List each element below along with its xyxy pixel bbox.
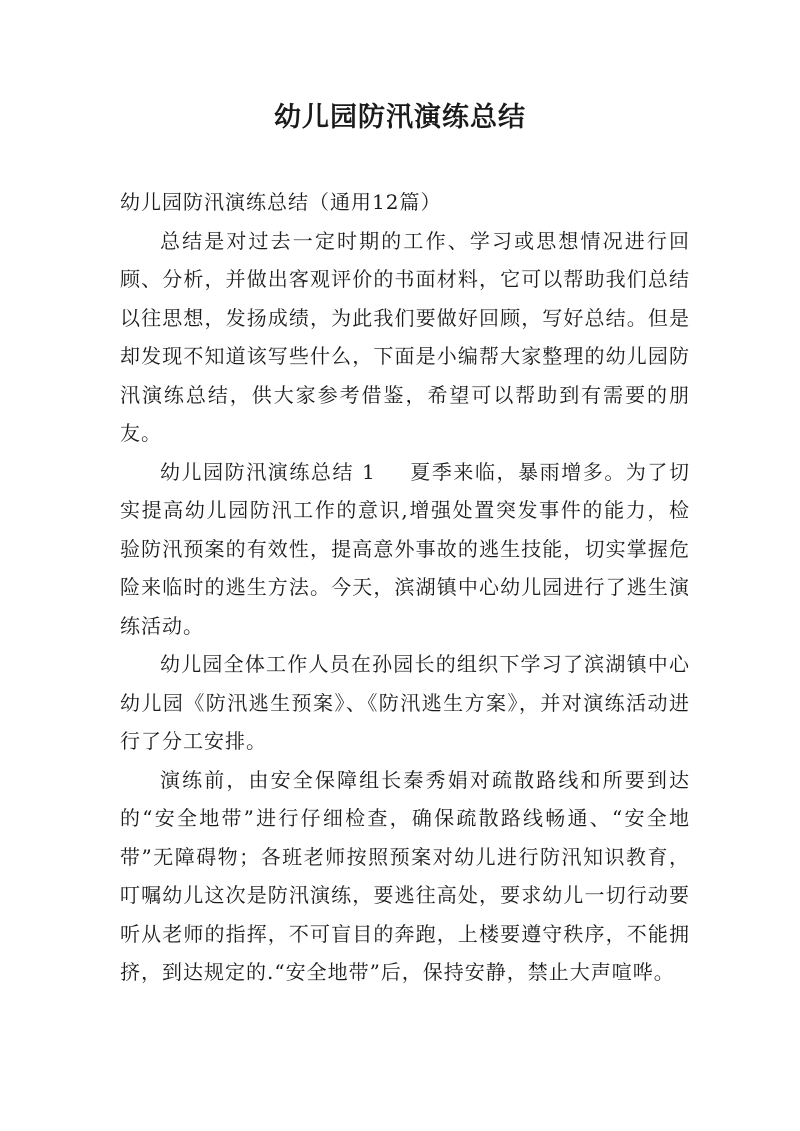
document-body — [120, 183, 690, 992]
document-title: 幼儿园防汛演练总结 — [274, 102, 526, 133]
paragraph-3: 演练前，由安全保障组长秦秀娟对疏散路线和所要到达的“安全地带”进行仔细检查，确保疏散路线畅通、“安全地带”无障碍物；各班老师按照预案对幼儿进行防汛知识教育，叮嘱幼儿这次是防汛演练，要逃往高处，要求幼儿一切行动要听从老师的指挥，不可盲目的奔跑，上楼要遵守秩序，不能拥挤，到达规定的.“安全地带”后，保持安静，禁止大声喧哗。 — [120, 767, 690, 984]
section-1-text: 夏季来临，暴雨增多。为了切实提高幼儿园防汛工作的意识,增强处置突发事件的能力，检验防汛预案的有效性，提高意外事故的逃生技能，切实掌握危险来临时的逃生方法。今天，滨湖镇中心幼儿园进行了逃生演练活动。 — [120, 459, 690, 638]
paragraph-2: 幼儿园全体工作人员在孙园长的组织下学习了滨湖镇中心幼儿园《防汛逃生预案》、《防汛逃生方案》，并对演练活动进行了分工安排。 — [120, 652, 690, 753]
document-subtitle: 幼儿园防汛演练总结（通用12篇） — [120, 190, 442, 214]
intro-paragraph: 总结是对过去一定时期的工作、学习或思想情况进行回顾、分析，并做出客观评价的书面材料，它可以帮助我们总结以往思想，发扬成绩，为此我们要做好回顾，写好总结。但是却发现不知道该写些什么，下面是小编帮大家整理的幼儿园防汛演练总结，供大家参考借鉴，希望可以帮助到有需要的朋友。 — [120, 228, 690, 445]
section-1-paragraph — [120, 453, 690, 646]
section-1-heading: 幼儿园防汛演练总结 1 — [160, 459, 376, 484]
